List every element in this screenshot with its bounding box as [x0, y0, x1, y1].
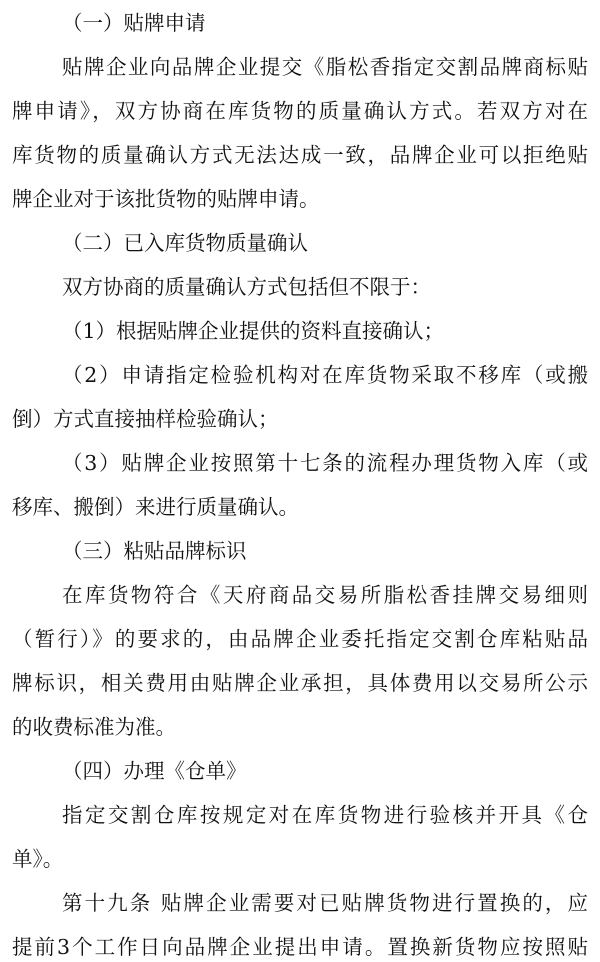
list-item-continuation: 移库、搬倒）来进行质量确认。 [12, 495, 299, 519]
paragraph-line: （暂行）》的要求的，由品牌企业委托指定交割仓库粘贴品 [12, 627, 588, 651]
article-nineteen-line: 第十九条 贴牌企业需要对已贴牌货物进行置换的，应 [62, 891, 588, 915]
paragraph-line: 牌标识，相关费用由贴牌企业承担，具体费用以交易所公示 [12, 671, 588, 695]
paragraph-line: 在库货物符合《天府商品交易所脂松香挂牌交易细则 [62, 583, 588, 607]
paragraph-line: 双方协商的质量确认方式包括但不限于： [62, 275, 431, 299]
list-item-continuation: 倒）方式直接抽样检验确认； [12, 407, 279, 431]
paragraph-line: 库货物的质量确认方式无法达成一致，品牌企业可以拒绝贴 [12, 143, 588, 167]
heading-quality-confirmation: （二）已入库货物质量确认 [62, 231, 308, 255]
paragraph-line: 单》。 [12, 847, 64, 871]
heading-brand-label: （三）粘贴品牌标识 [62, 539, 247, 563]
article-nineteen-line: 提前3个工作日向品牌企业提出申请。置换新货物应按照贴 [12, 935, 588, 959]
heading-brand-application: （一）贴牌申请 [62, 11, 206, 35]
paragraph-line: 牌申请》，双方协商在库货物的质量确认方式。若双方对在 [12, 99, 588, 123]
paragraph-line: 贴牌企业向品牌企业提交《脂松香指定交割品牌商标贴 [62, 55, 588, 79]
heading-warehouse-receipt: （四）办理《仓单》 [62, 759, 247, 783]
list-item: （2）申请指定检验机构对在库货物采取不移库（或搬 [62, 363, 588, 387]
paragraph-line: 指定交割仓库按规定对在库货物进行验核并开具《仓 [62, 803, 588, 827]
list-item: （3）贴牌企业按照第十七条的流程办理货物入库（或 [62, 451, 588, 475]
list-item: （1）根据贴牌企业提供的资料直接确认； [62, 319, 445, 343]
paragraph-line: 牌企业对于该批货物的贴牌申请。 [12, 187, 320, 211]
paragraph-line: 的收费标准为准。 [12, 715, 176, 739]
